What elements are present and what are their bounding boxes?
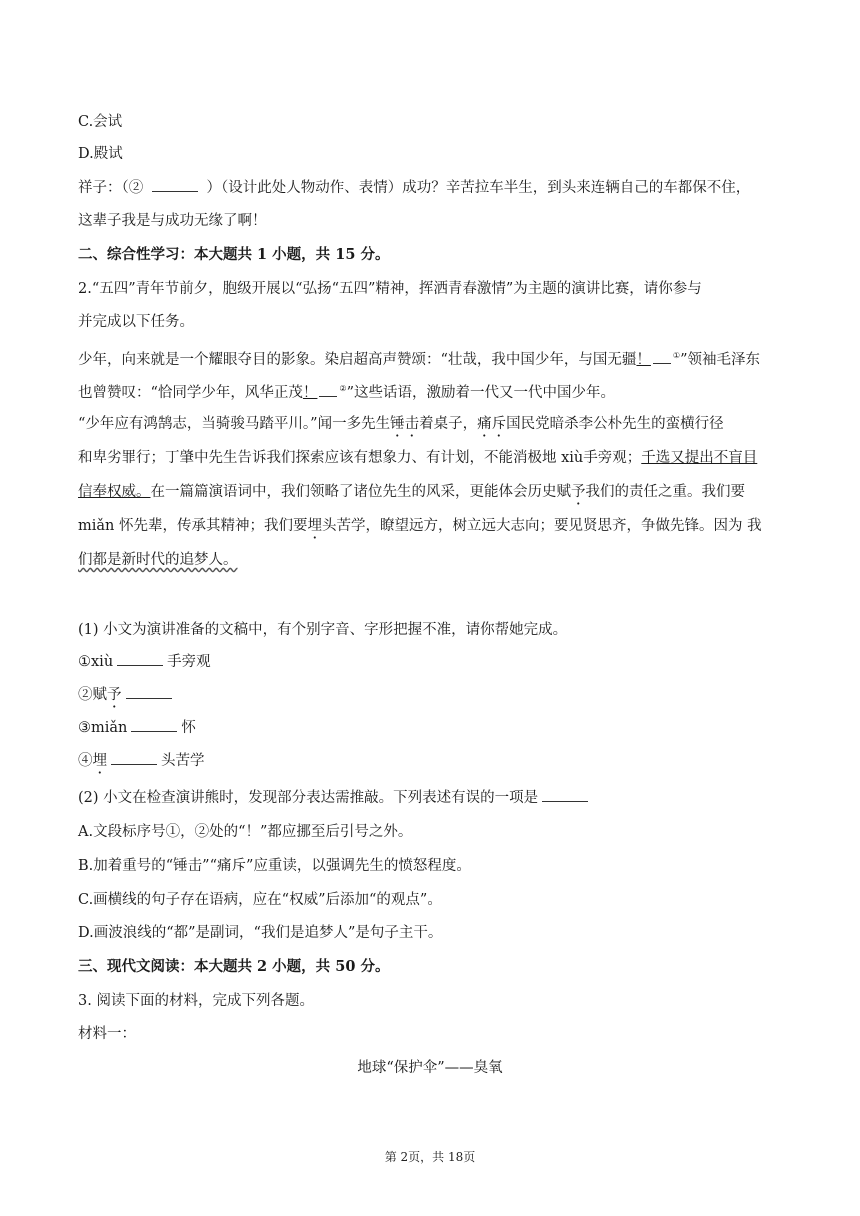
footnote-marker-1: ① bbox=[672, 351, 681, 360]
material-1-label: 材料一： bbox=[78, 1026, 136, 1042]
text-segment: 也曾赞叹：“恰同学少年，风华正茂 bbox=[78, 384, 303, 401]
passage-line-1 bbox=[78, 345, 788, 371]
text-segment: 头苦学，瞭望远方，树立远大志向；要见贤思齐，争做先锋。因为 我 bbox=[321, 518, 762, 534]
subquestion-1-item-4 bbox=[78, 750, 788, 772]
passage-line-7 bbox=[78, 549, 788, 571]
answer-blank bbox=[126, 684, 172, 699]
passage-line-5 bbox=[78, 481, 788, 503]
answer-blank bbox=[542, 787, 588, 802]
footnote-marker-2: ② bbox=[339, 384, 347, 393]
emphasis-char: 击 bbox=[404, 416, 420, 432]
answer-blank bbox=[117, 651, 163, 666]
text-segment: 手旁观 bbox=[167, 654, 211, 670]
subquestion-1-item-1 bbox=[78, 651, 788, 673]
text-segment: ”领袖毛泽东 bbox=[680, 351, 761, 368]
emphasis-char: 埋 bbox=[92, 753, 107, 769]
wavy-underlined-sentence: 们都是新时代的追梦人。 bbox=[78, 552, 238, 568]
option-b: B.加着重号的“锤击”“痛斥”应重读，以强调先生的愤怒程度。 bbox=[78, 858, 471, 874]
text-segment: 少年，向来就是一个耀眼夺目的影象。染启超高声赞颂：“壮哉，我中国少年，与国无疆 bbox=[78, 351, 637, 368]
text-segment: 着桌子， bbox=[419, 416, 478, 432]
answer-blank bbox=[131, 717, 177, 732]
emphasis-char: 埋 bbox=[307, 518, 322, 534]
exclamation-mark-1: ！ bbox=[636, 351, 651, 368]
text-segment: 祥子：（② bbox=[78, 180, 148, 196]
emphasis-char: 予 bbox=[571, 484, 586, 500]
text-segment: ）（设计此处人物动作、表情）成功？辛苦拉车半生，到头来连辆自己的车都保不住， bbox=[201, 180, 751, 196]
option-d-2: D.画波浪线的“都”是副词，“我们是追梦人”是句子主干。 bbox=[78, 925, 443, 941]
xiangzi-line-2: 这辈子我是与成功无缘了啊！ bbox=[78, 213, 267, 229]
answer-blank bbox=[152, 177, 198, 192]
text-segment: ①xiù bbox=[78, 654, 114, 670]
passage-line-3 bbox=[78, 413, 788, 435]
option-c-2: C.画横线的句子存在语病，应在“权威”后添加“的观点”。 bbox=[78, 892, 442, 908]
emphasis-char: 锤 bbox=[390, 416, 405, 432]
text-segment: miǎn 怀先辈，传承其精神；我们要 bbox=[78, 518, 308, 534]
passage-line-2 bbox=[78, 378, 788, 404]
text-segment: (2) 小文在检查演讲熊时，发现部分表达需推敲。下列表述有误的一项是 bbox=[78, 790, 539, 806]
text-segment: ④ bbox=[78, 753, 93, 769]
underline-blank bbox=[319, 382, 337, 397]
section-heading-2: 二、综合性学习：本大题共 1 小题，共 15 分。 bbox=[78, 246, 390, 263]
subquestion-2 bbox=[78, 787, 788, 809]
text-segment: “少年应有鸿鹄志，当骑骏马踏平川。”闻一多先生 bbox=[78, 416, 391, 432]
question-2-line-2: 并完成以下任务。 bbox=[78, 314, 194, 330]
text-segment: ②赋 bbox=[78, 687, 107, 703]
exclamation-mark-2: ！ bbox=[302, 384, 318, 401]
passage-line-6 bbox=[78, 515, 788, 537]
text-segment: 我们的责任之重。我们要 bbox=[585, 484, 745, 500]
question-3: 3. 阅读下面的材料，完成下列各题。 bbox=[78, 993, 314, 1009]
subquestion-1-item-3 bbox=[78, 717, 788, 739]
subquestion-1: (1) 小文为演讲准备的文稿中，有个别字音、字形把握不准，请你帮她完成。 bbox=[78, 622, 568, 638]
emphasis-char: 痛 bbox=[477, 416, 492, 432]
xiangzi-line bbox=[78, 177, 788, 199]
underline-blank bbox=[653, 349, 671, 364]
answer-blank bbox=[111, 750, 157, 765]
option-a: A.文段标序号①，②处的“！”都应挪至后引号之外。 bbox=[78, 824, 413, 840]
page-footer: 第 2页，共 18页 bbox=[384, 1150, 476, 1164]
emphasis-char: 斥 bbox=[491, 416, 507, 432]
material-1-title: 地球“保护伞”——臭氧 bbox=[357, 1060, 503, 1076]
option-c: C.会试 bbox=[78, 114, 123, 130]
text-segment: 国民党暗杀李公朴先生的蛮横行径 bbox=[506, 416, 724, 432]
option-d: D.殿试 bbox=[78, 146, 123, 162]
text-segment: 和卑劣罪行；丁肇中先生告诉我们探索应该有想象力、有计划，不能消极地 xiù手旁观； bbox=[78, 450, 642, 466]
question-2-line-1: 2.“五四”青年节前夕，胞级开展以“弘扬“五四”精神，挥洒青春激情”为主题的演讲比赛，请你参与 bbox=[78, 281, 702, 297]
underlined-sentence: 信奉权威。 bbox=[78, 484, 151, 500]
text-segment: 在一篇篇演语词中，我们领略了诸位先生的风采，更能体会历史赋 bbox=[150, 484, 571, 500]
passage-line-4 bbox=[78, 447, 788, 469]
section-heading-3: 三、现代文阅读：本大题共 2 小题，共 50 分。 bbox=[78, 958, 390, 975]
subquestion-1-item-2 bbox=[78, 684, 788, 706]
text-segment: 怀 bbox=[181, 720, 196, 736]
text-segment: ③miǎn bbox=[78, 720, 128, 736]
underlined-sentence: 千选又提出不盲目 bbox=[641, 450, 758, 466]
text-segment: 头苦学 bbox=[161, 753, 205, 769]
text-segment: ”这些话语，激励着一代又一代中国少年。 bbox=[346, 384, 616, 401]
emphasis-char: 予 bbox=[107, 687, 122, 703]
